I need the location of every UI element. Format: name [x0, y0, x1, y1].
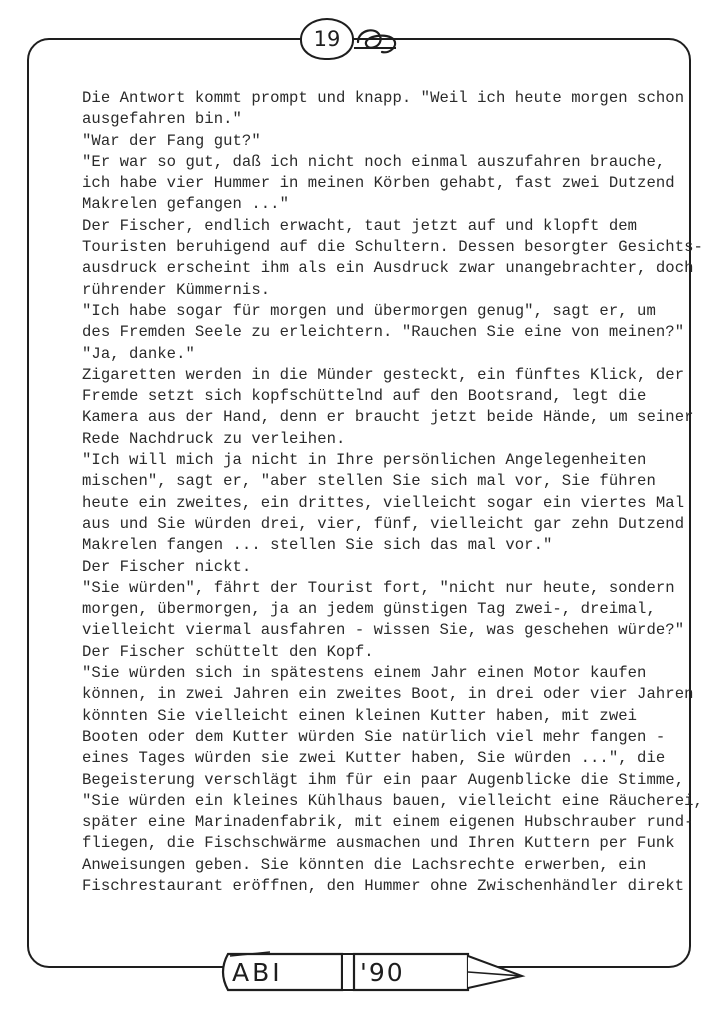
text-line: Die Antwort kommt prompt und knapp. "Weil ich heute morgen schon [82, 89, 685, 107]
text-line: Zigaretten werden in die Münder gesteckt, ein fünftes Klick, der [82, 365, 685, 384]
text-line: Booten oder dem Kutter würden Sie natürlich viel mehr fangen - [82, 727, 666, 746]
text-line: könnten Sie vielleicht einen kleinen Kutter haben, mit zwei [82, 706, 638, 725]
text-line: vielleicht viermal ausfahren - wissen Sie, was geschehen würde?" [82, 621, 685, 640]
text-line: können, in zwei Jahren ein zweites Boot, in drei oder vier Jahren [82, 685, 694, 704]
text-line: Anweisungen geben. Sie könnten die Lachsrechte erwerben, ein [82, 855, 647, 874]
text-line: Der Fischer, endlich erwacht, taut jetzt auf und klopft dem [82, 216, 638, 235]
text-line: Der Fischer nickt. [82, 557, 252, 576]
text-line: heute ein zweites, ein drittes, vielleicht sogar ein viertes Mal [82, 493, 685, 512]
text-line: fliegen, die Fischschwärme ausmachen und Ihren Kuttern per Funk [82, 834, 675, 853]
text-line: Fischrestaurant eröffnen, den Hummer ohne Zwischenhändler direkt [82, 876, 685, 895]
text-line: aus und Sie würden drei, vier, fünf, vielleicht gar zehn Dutzend [82, 514, 685, 533]
text-line: morgen, übermorgen, ja an jedem günstigen Tag zwei-, dreimal, [82, 600, 656, 619]
text-line: später eine Marinadenfabrik, mit einem eigenen Hubschrauber rund- [82, 813, 694, 832]
text-line: ausgefahren bin." [82, 110, 242, 129]
text-line: "Er war so gut, daß ich nicht noch einmal auszufahren brauche, [82, 152, 666, 171]
text-line: ich habe vier Hummer in meinen Körben gehabt, fast zwei Dutzend [82, 174, 675, 193]
text-line: "Sie würden", fährt der Tourist fort, "nicht nur heute, sondern [82, 578, 675, 597]
text-line: mischen", sagt er, "aber stellen Sie sich mal vor, Sie führen [82, 472, 656, 491]
text-line: Touristen beruhigend auf die Schultern. Dessen besorgter Gesichts- [82, 238, 703, 257]
text-line: eines Tages würden sie zwei Kutter haben, Sie würden ...", die [82, 749, 666, 768]
page-number: 19 [313, 27, 341, 51]
text-line: Fremde setzt sich kopfschüttelnd auf den Bootsrand, legt die [82, 387, 647, 406]
text-line: Makrelen gefangen ..." [82, 195, 289, 214]
text-line: Begeisterung verschlägt ihm für ein paar Augenblicke die Stimme, [82, 770, 685, 789]
text-line: "Sie würden sich in spätestens einem Jahr einen Motor kaufen [82, 664, 647, 683]
text-line: Der Fischer schüttelt den Kopf. [82, 642, 374, 661]
text-line: "Ich habe sogar für morgen und übermorgen genug", sagt er, um [82, 301, 656, 320]
text-line: ausdruck erscheint ihm als ein Ausdruck zwar unangebrachter, doch [82, 259, 694, 278]
text-line: "War der Fang gut?" [82, 131, 261, 150]
text-line: "Ja, danke." [82, 344, 195, 363]
text-line: des Fremden Seele zu erleichtern. "Rauchen Sie eine von meinen?" [82, 323, 685, 342]
text-line: "Sie würden ein kleines Kühlhaus bauen, vielleicht eine Räucherei, [82, 791, 703, 810]
text-line: Kamera aus der Hand, denn er braucht jetzt beide Hände, um seiner [82, 408, 694, 427]
footer-year-label: '90 [360, 958, 405, 987]
footer-abi-label: ABI [232, 958, 283, 987]
story-text-body [82, 88, 703, 897]
paperclip-icon [340, 12, 400, 60]
text-line: "Ich will mich ja nicht in Ihre persönlichen Angelegenheiten [82, 451, 647, 470]
abi-footer-banner [210, 946, 530, 998]
text-line: rührender Kümmernis. [82, 280, 271, 299]
text-line: Makrelen fangen ... stellen Sie sich das mal vor." [82, 536, 553, 555]
text-line: Rede Nachdruck zu verleihen. [82, 429, 346, 448]
